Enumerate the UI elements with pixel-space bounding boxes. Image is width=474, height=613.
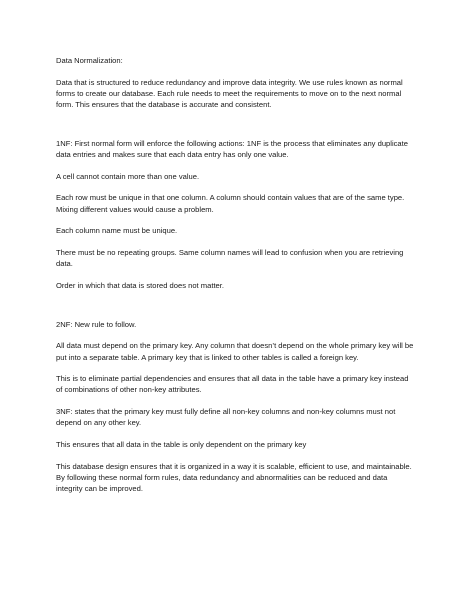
nf1-rule-no-repeating-groups: There must be no repeating groups. Same column names will lead to confusion when you are retrieving data. [56, 248, 404, 269]
document-body [56, 55, 416, 505]
nf2-heading: 2NF: New rule to follow. [56, 319, 137, 329]
nf2-paragraph-partial-dependencies: This is to eliminate partial dependencies and ensures that all data in the table have a primary key instead of combinations of other non-key attributes. [56, 374, 409, 395]
nf3-heading: 3NF: states that the primary key must fully define all non-key columns and non-key columns must not depend on any other key. [56, 407, 396, 428]
nf1-heading: 1NF: First normal form will enforce the following actions: 1NF is the process that eliminates any duplicate data entries and makes sure that each data entry has only one value. [56, 138, 408, 160]
section-gap [56, 302, 416, 319]
nf2-paragraph-primary-key: All data must depend on the primary key. Any column that doesn’t depend on the whole primary key will be put into a separate table. A primary key that is linked to other tables is called a foreign key. [56, 341, 414, 362]
document-title: Data Normalization: [56, 56, 123, 65]
intro-paragraph: Data that is structured to reduce redundancy and improve data integrity. We use rules known as normal forms to create our database. Each rule needs to meet the requirements to move on to the next normal form. This ensures that the database is accurate and consistent. [56, 77, 403, 110]
conclusion-paragraph: This database design ensures that it is organized in a way it is scalable, efficient to use, and maintainable. By following these normal form rules, data redundancy and abnormalities can be reduced and data integrity can be improved. [56, 461, 412, 494]
section-gap [56, 121, 416, 138]
nf1-rule-unique-column-name: Each column name must be unique. [56, 226, 178, 236]
nf3-paragraph: This ensures that all data in the table is only dependent on the primary key [56, 440, 307, 450]
nf1-rule-order: Order in which that data is stored does not matter. [56, 280, 224, 290]
nf1-rule-unique-row: Each row must be unique in that one column. A column should contain values that are of the same type. Mixing different values would cause a problem. [56, 193, 405, 214]
nf1-rule-single-value: A cell cannot contain more than one value. [56, 171, 200, 181]
